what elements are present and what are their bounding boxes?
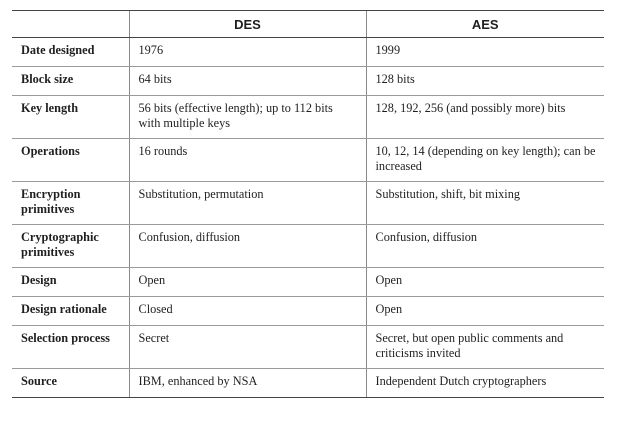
aes-cell: 128, 192, 256 (and possibly more) bits [366, 96, 604, 139]
header-blank [12, 11, 129, 38]
header-aes: AES [366, 11, 604, 38]
row-label: Cryptographic primitives [12, 225, 129, 268]
row-label: Operations [12, 139, 129, 182]
row-label: Date designed [12, 38, 129, 67]
aes-cell: Substitution, shift, bit mixing [366, 182, 604, 225]
aes-cell: Open [366, 268, 604, 297]
table-row [12, 67, 604, 96]
table-row [12, 182, 604, 225]
des-cell: 1976 [129, 38, 366, 67]
row-label: Selection process [12, 326, 129, 369]
table-row [12, 297, 604, 326]
table-row [12, 96, 604, 139]
table-row [12, 139, 604, 182]
table-header [12, 11, 604, 38]
aes-cell: 1999 [366, 38, 604, 67]
row-label: Design [12, 268, 129, 297]
aes-cell: Secret, but open public comments and criticisms invited [366, 326, 604, 369]
table-row [12, 225, 604, 268]
header-row [12, 11, 604, 38]
table-body [12, 38, 604, 398]
row-label: Source [12, 369, 129, 398]
row-label: Design rationale [12, 297, 129, 326]
des-cell: Open [129, 268, 366, 297]
des-cell: 64 bits [129, 67, 366, 96]
aes-cell: 10, 12, 14 (depending on key length); can be increased [366, 139, 604, 182]
des-cell: Confusion, diffusion [129, 225, 366, 268]
row-label: Key length [12, 96, 129, 139]
des-aes-comparison-table [12, 10, 604, 398]
aes-cell: 128 bits [366, 67, 604, 96]
aes-cell: Open [366, 297, 604, 326]
table-row [12, 369, 604, 398]
des-cell: Closed [129, 297, 366, 326]
des-cell: Secret [129, 326, 366, 369]
des-cell: 56 bits (effective length); up to 112 bits with multiple keys [129, 96, 366, 139]
table-row [12, 326, 604, 369]
row-label: Encryption primitives [12, 182, 129, 225]
des-cell: IBM, enhanced by NSA [129, 369, 366, 398]
row-label: Block size [12, 67, 129, 96]
aes-cell: Confusion, diffusion [366, 225, 604, 268]
des-cell: 16 rounds [129, 139, 366, 182]
des-cell: Substitution, permutation [129, 182, 366, 225]
table-row [12, 268, 604, 297]
aes-cell: Independent Dutch cryptographers [366, 369, 604, 398]
table-row [12, 38, 604, 67]
header-des: DES [129, 11, 366, 38]
